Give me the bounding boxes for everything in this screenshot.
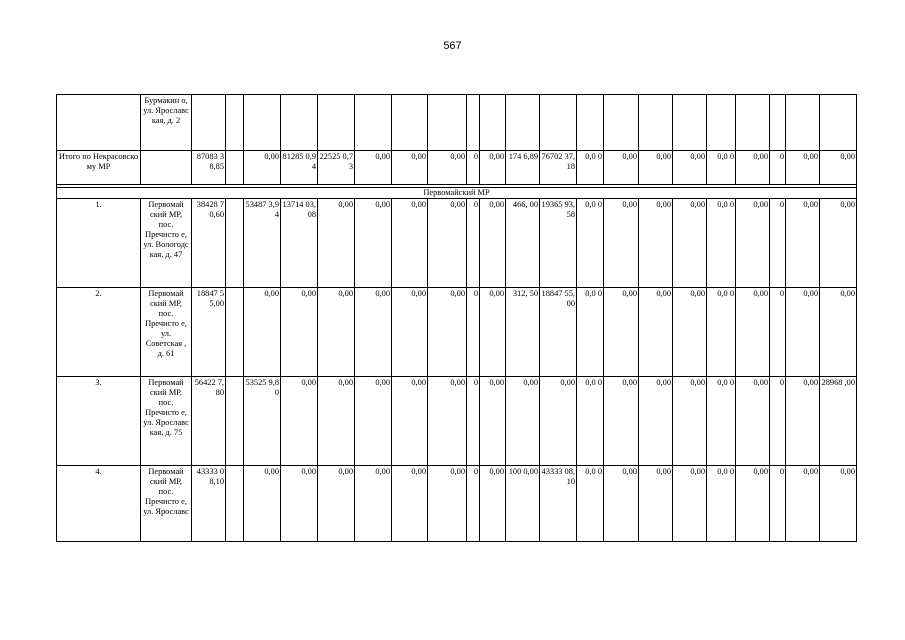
table-cell: 0,00 [540,377,577,466]
table-cell: 1. [57,199,141,288]
table-cell: 0 [770,199,786,288]
table-cell [318,95,355,151]
table-cell: 0,00 [281,466,318,542]
table-cell: 0,00 [392,288,428,377]
data-table [56,94,857,542]
table-cell: 0,00 [480,288,506,377]
table-cell: 100 0,00 [506,466,540,542]
table-cell: 0,00 [480,377,506,466]
table-cell: 0,00 [673,288,707,377]
table-cell: 0,00 [736,151,770,185]
table-cell [226,199,244,288]
table-cell [226,95,244,151]
table-cell: 0,00 [428,199,467,288]
table-cell [355,95,392,151]
table-cell [192,95,226,151]
table-cell: 0,00 [281,288,318,377]
table-cell: 0,0 0 [707,199,736,288]
table-row [57,199,857,288]
table-cell: 0,00 [604,199,639,288]
table-cell [428,95,467,151]
table-cell: 53487 3,94 [244,199,281,288]
table-cell: 56422 7,80 [192,377,226,466]
table-cell: 0,0 0 [707,466,736,542]
table-cell: 0,00 [355,199,392,288]
table-cell: 0,00 [318,466,355,542]
table-cell: 0,00 [244,288,281,377]
table-cell: 312, 50 [506,288,540,377]
table-cell: 0,00 [786,377,820,466]
table-cell: 174 6,89 [506,151,540,185]
table-cell: 0,0 0 [577,377,604,466]
table-cell: 4. [57,466,141,542]
table-cell: 0,00 [639,151,673,185]
table-cell: 0,00 [480,466,506,542]
table-cell: 0,00 [480,199,506,288]
table-cell: 0,00 [355,151,392,185]
table-cell: 0,00 [786,288,820,377]
page-number: 567 [443,40,462,52]
table-cell [604,95,639,151]
table-cell: 0,00 [820,288,857,377]
table-cell: 0,00 [281,377,318,466]
table-cell: 466, 00 [506,199,540,288]
table-cell: 0,0 0 [707,288,736,377]
table-cell: 0,00 [673,151,707,185]
table-cell: Первомай ский МР, пос. Пречисто е, ул. Ярославс [141,466,192,542]
table-cell [540,95,577,151]
table-cell: 0 [467,288,480,377]
table-cell: 13714 03,08 [281,199,318,288]
table-cell [506,95,540,151]
table-cell: 0,00 [604,377,639,466]
table-cell: 0,00 [355,466,392,542]
table-cell [577,95,604,151]
section-header-row [57,188,857,199]
table-cell: 28968 ,00 [820,377,857,466]
table-cell [673,95,707,151]
table-cell: 0,00 [604,151,639,185]
table-cell: 0,00 [604,288,639,377]
table-cell: 0,00 [673,199,707,288]
table-cell: 0 [467,151,480,185]
table-cell: 0,00 [639,377,673,466]
table-cell [281,95,318,151]
table-cell [707,95,736,151]
table-cell: 19365 93,58 [540,199,577,288]
table-cell: 0,00 [639,288,673,377]
table-cell: Первомай ский МР, пос. Пречисто е, ул. Вологодс кая, д. 47 [141,199,192,288]
table-cell: 0,0 0 [577,466,604,542]
table-cell: 0 [770,466,786,542]
table-cell: 0,00 [318,377,355,466]
table-cell: 0,00 [392,466,428,542]
table-cell: 0 [467,377,480,466]
table-cell: 38428 70,60 [192,199,226,288]
table-cell: Бурмакин о, ул. Ярославс кая, д. 2 [141,95,192,151]
table-cell: 0,00 [673,466,707,542]
table-cell: 0,00 [428,377,467,466]
table-cell: 0,00 [736,466,770,542]
table-cell: 0,00 [392,199,428,288]
table-cell: 0,0 0 [577,151,604,185]
table-cell: 18847 55,00 [192,288,226,377]
table-cell: 53525 9,80 [244,377,281,466]
table-cell [392,95,428,151]
table-cell: 3. [57,377,141,466]
table-cell [770,95,786,151]
table-cell: 0,00 [428,466,467,542]
table-cell [736,95,770,151]
table-cell [820,95,857,151]
table-cell: 0,00 [506,377,540,466]
table-cell: 87083 38,85 [192,151,226,185]
table-cell [226,377,244,466]
table-cell: 0,00 [736,199,770,288]
table-cell: 0,00 [318,288,355,377]
table-cell: 0,00 [244,466,281,542]
table-cell [467,95,480,151]
table-cell: 0,00 [639,466,673,542]
table-cell: 0 [467,199,480,288]
table-cell: 0,00 [604,466,639,542]
table-cell: 0,00 [355,288,392,377]
table-cell: 22525 0,73 [318,151,355,185]
table-cell [786,95,820,151]
table-cell [244,95,281,151]
table-cell: Первомай ский МР, пос. Пречисто е, ул. Ярославс кая, д. 75 [141,377,192,466]
table-cell: 0,0 0 [707,151,736,185]
table-row [57,151,857,185]
table-cell: 0,00 [355,377,392,466]
table-cell: Первомай ский МР, пос. Пречисто е, ул. Советская , д. 61 [141,288,192,377]
table-cell: 0,00 [392,377,428,466]
table-cell [226,466,244,542]
table-cell: 0 [770,151,786,185]
table-cell: 76702 37,18 [540,151,577,185]
table-row [57,95,857,151]
table-cell: 0,00 [480,151,506,185]
table-cell: 0,00 [786,199,820,288]
table-cell: 0,00 [736,288,770,377]
table-cell: 0,00 [428,288,467,377]
table-cell: 0,00 [318,199,355,288]
table-cell: 0,00 [820,199,857,288]
table-cell: 0,00 [673,377,707,466]
table-cell [141,151,192,185]
table-cell: 0,00 [786,151,820,185]
table-cell [226,151,244,185]
table-cell: 0,00 [736,377,770,466]
table-cell: 43333 08,10 [192,466,226,542]
table-cell: 0,00 [820,151,857,185]
table-cell: 0 [770,288,786,377]
table-cell: Итого по Некрасовскому МР [57,151,141,185]
table-cell: 0,0 0 [577,199,604,288]
table-cell [226,288,244,377]
table-cell: 2. [57,288,141,377]
table-cell: 81285 0,94 [281,151,318,185]
table-row [57,466,857,542]
table-cell: 18847 55,00 [540,288,577,377]
section-title: Первомайский МР [57,188,857,199]
table-cell: 0,00 [244,151,281,185]
table-cell [639,95,673,151]
table-cell: 0,00 [639,199,673,288]
table-cell: 0,0 0 [707,377,736,466]
table-cell: 0,00 [392,151,428,185]
table-cell: 0 [770,377,786,466]
table-cell: 0,00 [786,466,820,542]
table-row [57,377,857,466]
table-row [57,288,857,377]
table-cell: 43333 08,10 [540,466,577,542]
table-cell [480,95,506,151]
table-cell: 0,0 0 [577,288,604,377]
table-cell [57,95,141,151]
table-cell: 0 [467,466,480,542]
table-cell: 0,00 [820,466,857,542]
table-cell: 0,00 [428,151,467,185]
